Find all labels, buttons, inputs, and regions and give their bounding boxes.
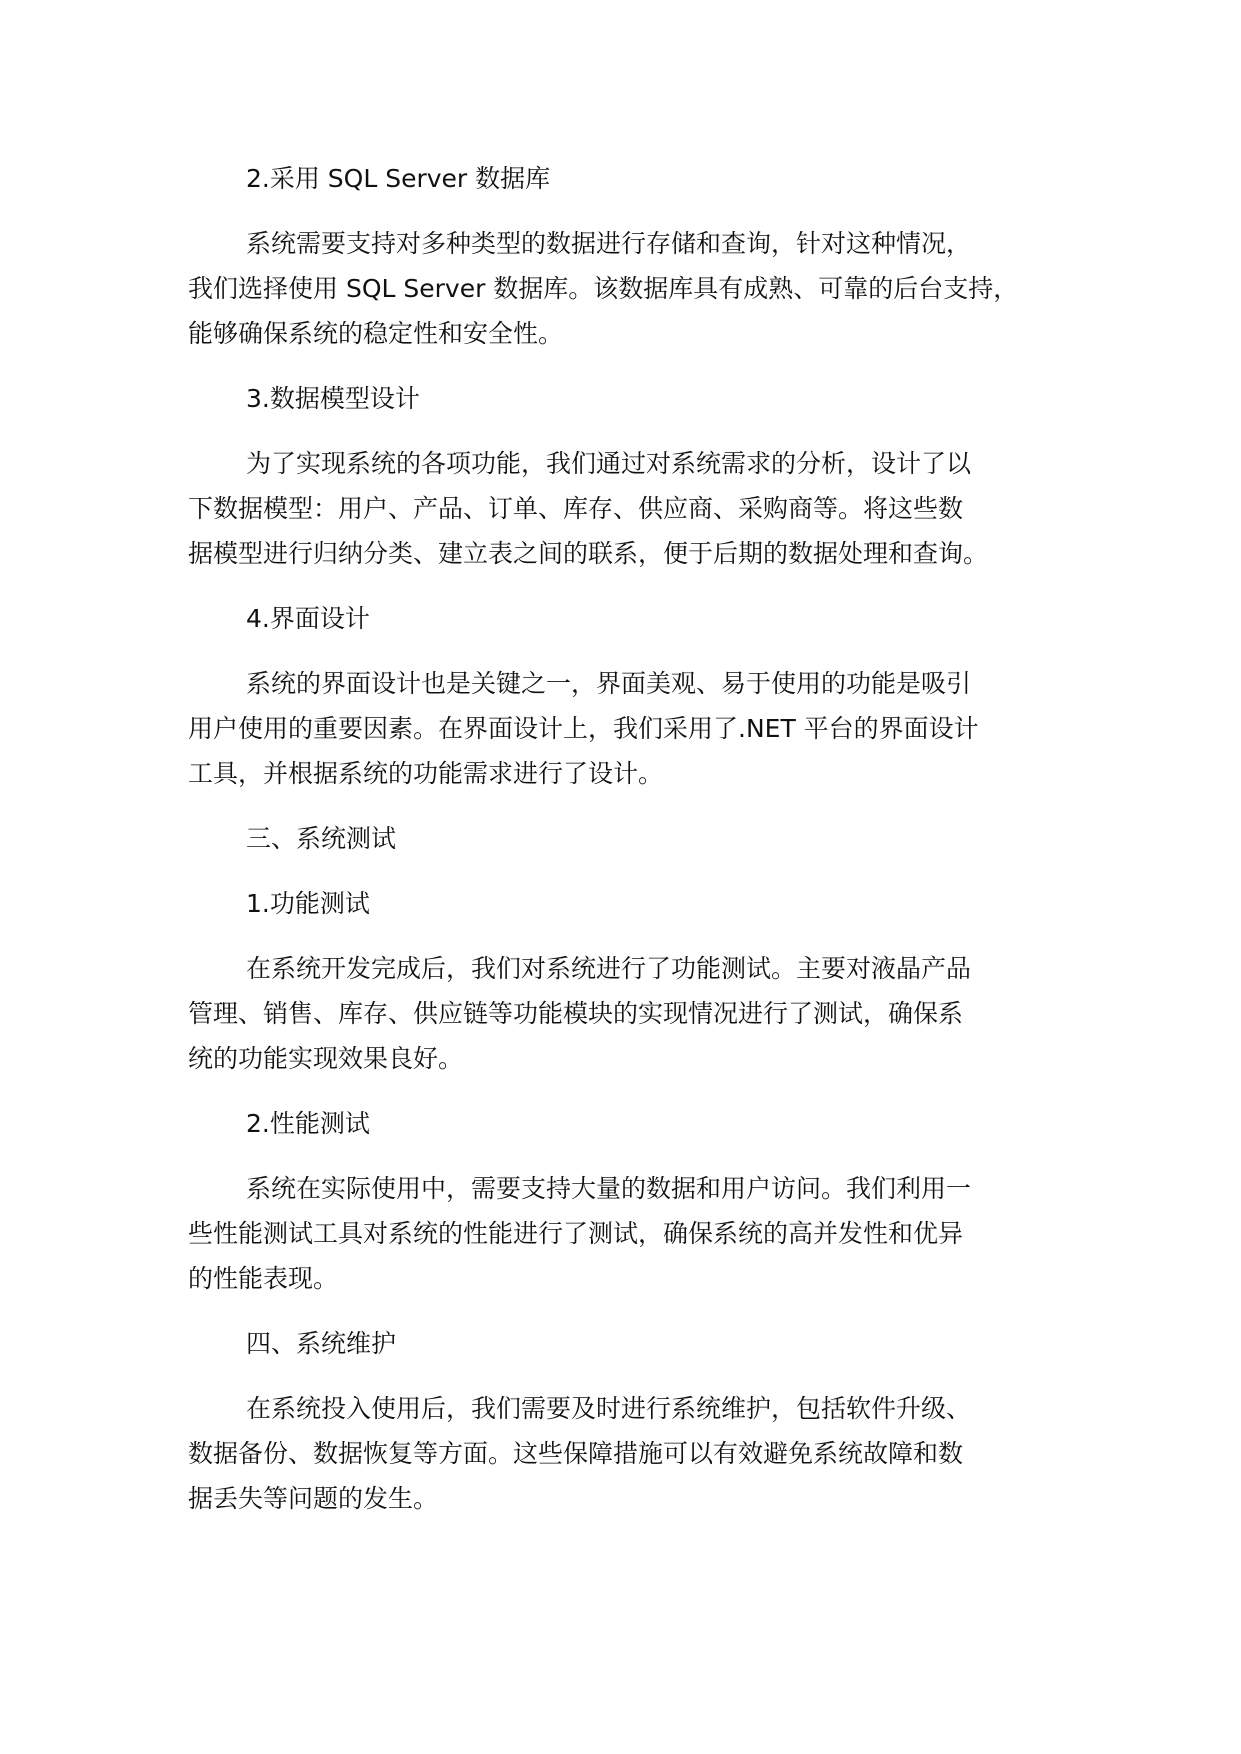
section-heading-functional-test: 1.功能测试	[246, 889, 370, 918]
paragraph-system-maintenance	[188, 1386, 1088, 1521]
paragraph-line: 用户使用的重要因素。在界面设计上，我们采用了.NET 平台的界面设计	[188, 714, 979, 743]
paragraph-line: 工具，并根据系统的功能需求进行了设计。	[188, 759, 664, 788]
paragraph-line: 数据备份、数据恢复等方面。这些保障措施可以有效避免系统故障和数	[188, 1439, 964, 1468]
paragraph-line: 在系统投入使用后，我们需要及时进行系统维护，包括软件升级、	[246, 1394, 972, 1423]
paragraph-line: 系统需要支持对多种类型的数据进行存储和查询，针对这种情况，	[246, 229, 972, 258]
paragraph-interface-design	[188, 661, 1088, 796]
paragraph-line: 管理、销售、库存、供应链等功能模块的实现情况进行了测试，确保系	[188, 999, 964, 1028]
paragraph-line: 在系统开发完成后，我们对系统进行了功能测试。主要对液晶产品	[246, 954, 972, 983]
paragraph-line: 的性能表现。	[188, 1264, 339, 1293]
paragraph-performance-test	[188, 1166, 1088, 1301]
paragraph-line: 能够确保系统的稳定性和安全性。	[188, 319, 564, 348]
section-heading-sql-server: 2.采用 SQL Server 数据库	[246, 164, 551, 193]
paragraph-sql-server	[188, 221, 1088, 356]
paragraph-line: 据丢失等问题的发生。	[188, 1484, 439, 1513]
paragraph-data-model	[188, 441, 1088, 576]
paragraph-functional-test	[188, 946, 1088, 1081]
paragraph-line: 为了实现系统的各项功能，我们通过对系统需求的分析，设计了以	[246, 449, 972, 478]
paragraph-line: 些性能测试工具对系统的性能进行了测试，确保系统的高并发性和优异	[188, 1219, 964, 1248]
paragraph-line: 我们选择使用 SQL Server 数据库。该数据库具有成熟、可靠的后台支持，	[188, 274, 1019, 303]
document-body	[188, 156, 1088, 1521]
paragraph-line: 系统在实际使用中，需要支持大量的数据和用户访问。我们利用一	[246, 1174, 972, 1203]
paragraph-line: 据模型进行归纳分类、建立表之间的联系，便于后期的数据处理和查询。	[188, 539, 989, 568]
section-heading-performance-test: 2.性能测试	[246, 1109, 370, 1138]
paragraph-line: 统的功能实现效果良好。	[188, 1044, 464, 1073]
chapter-heading-system-maintenance: 四、系统维护	[246, 1329, 397, 1358]
section-heading-data-model: 3.数据模型设计	[246, 384, 420, 413]
section-heading-interface-design: 4.界面设计	[246, 604, 370, 633]
paragraph-line: 下数据模型：用户、产品、订单、库存、供应商、采购商等。将这些数	[188, 494, 964, 523]
paragraph-line: 系统的界面设计也是关键之一，界面美观、易于使用的功能是吸引	[246, 669, 972, 698]
chapter-heading-system-testing: 三、系统测试	[246, 824, 397, 853]
